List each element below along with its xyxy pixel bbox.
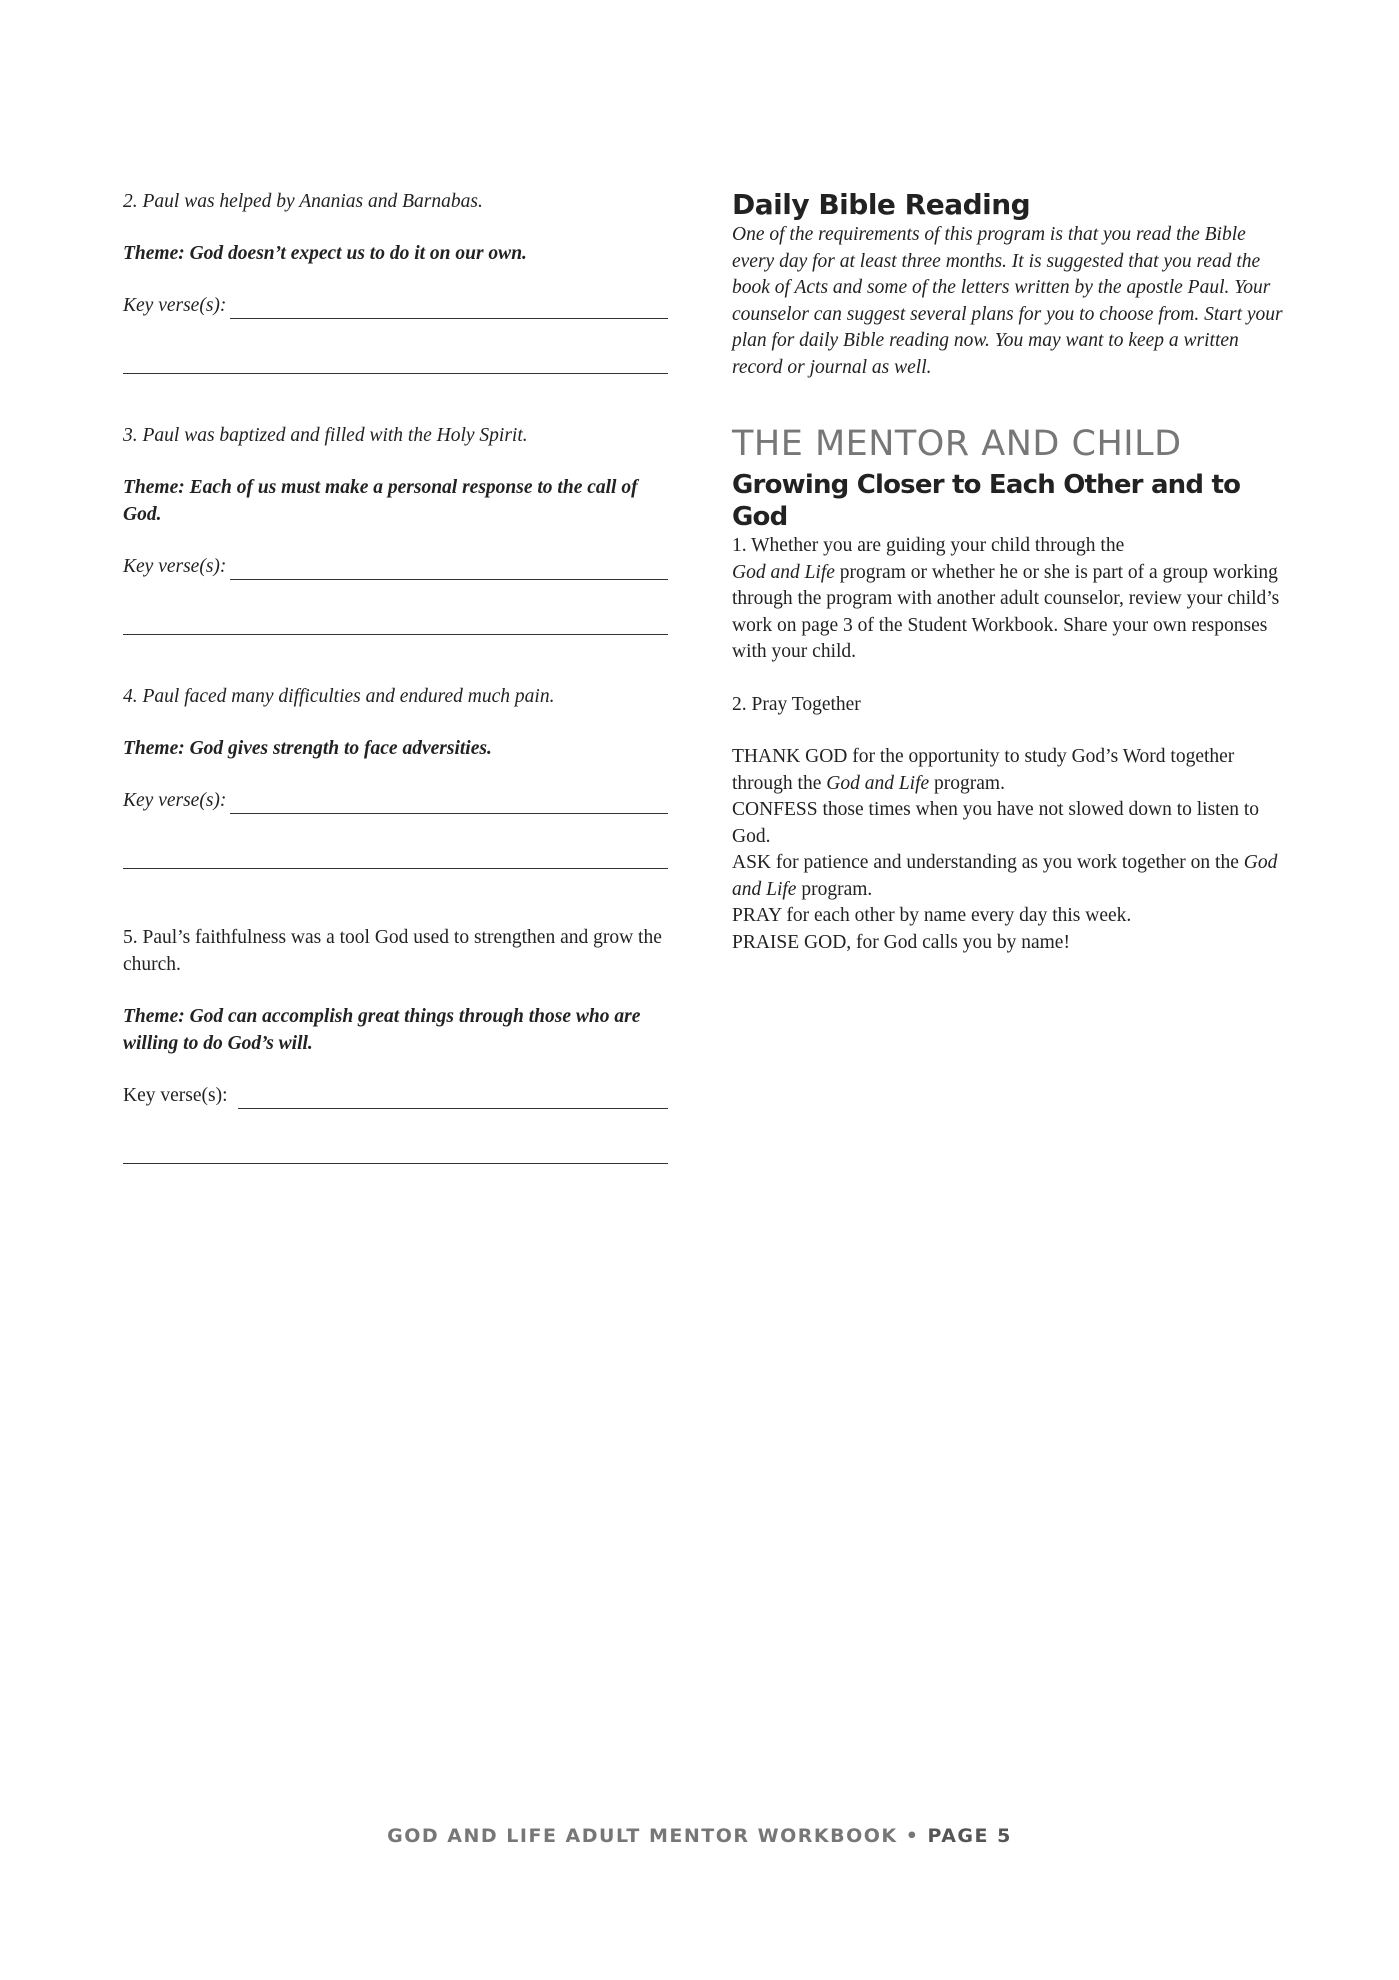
key-verse-label: Key verse(s):	[123, 1085, 228, 1106]
program-name: God and Life	[732, 852, 1278, 900]
key-verse-line[interactable]	[230, 793, 668, 814]
footer-bullet: •	[905, 1825, 920, 1847]
question-theme: Theme: Each of us must make a personal response to the call of God.	[123, 477, 638, 525]
right-column	[732, 188, 1292, 956]
ask-line	[732, 850, 1292, 903]
question-theme: Theme: God can accomplish great things through those who are willing to do God’s will.	[123, 1006, 641, 1054]
question-statement: 5. Paul’s faithfulness was a tool God used to strengthen and grow the church.	[123, 927, 662, 975]
answer-line[interactable]	[123, 838, 668, 869]
instruction-text: 1. Whether you are guiding your child through the	[732, 535, 1125, 556]
page-number: PAGE 5	[927, 1825, 1012, 1847]
question-2	[123, 188, 668, 374]
key-verse-row	[123, 553, 668, 580]
instruction-paragraph	[732, 533, 1292, 666]
daily-bible-reading-heading: Daily Bible Reading	[732, 188, 1031, 221]
pray-line: PRAY for each other by name every day this week.	[732, 905, 1132, 926]
question-3	[123, 422, 668, 635]
key-verse-line[interactable]	[238, 1088, 669, 1109]
praise-line: PRAISE GOD, for God calls you by name!	[732, 931, 1070, 953]
key-verse-line[interactable]	[230, 298, 668, 319]
key-verse-label: Key verse(s):	[123, 295, 227, 316]
thank-line	[732, 744, 1292, 797]
thank-text: THANK GOD for the opportunity to study God’s Word together through the	[732, 746, 1235, 794]
key-verse-label: Key verse(s):	[123, 556, 227, 577]
key-verse-row	[123, 1082, 668, 1109]
key-verse-row	[123, 292, 668, 319]
confess-line: CONFESS those times when you have not slowed down to listen to God.	[732, 799, 1260, 847]
mentor-child-body	[732, 533, 1292, 956]
pray-together-title: 2. Pray Together	[732, 693, 861, 715]
footer-title: GOD AND LIFE ADULT MENTOR WORKBOOK	[387, 1825, 898, 1847]
page-footer	[0, 1825, 1399, 1847]
question-5	[123, 924, 668, 1164]
question-theme: Theme: God doesn’t expect us to do it on our own.	[123, 243, 527, 264]
section-title: THE MENTOR AND CHILD	[732, 424, 1182, 464]
program-name: God and Life	[732, 561, 835, 583]
section-subheading: Growing Closer to Each Other and to God	[732, 470, 1241, 532]
answer-line[interactable]	[123, 604, 668, 635]
answer-line[interactable]	[123, 1133, 668, 1164]
thank-text-end: program.	[929, 772, 1005, 794]
instruction-text-cont: program or whether he or she is part of a group working through the program with another adult counselor, review your child’s work on page 3 of the Student Workbook. Share your own responses with your child.	[732, 561, 1280, 662]
answer-line[interactable]	[123, 343, 668, 374]
question-theme: Theme: God gives strength to face adversities.	[123, 738, 492, 759]
question-statement: 3. Paul was baptized and filled with the Holy Spirit.	[123, 425, 528, 446]
question-statement: 2. Paul was helped by Ananias and Barnabas.	[123, 191, 483, 212]
key-verse-line[interactable]	[230, 559, 668, 580]
question-4	[123, 683, 668, 869]
program-name: God and Life	[826, 772, 930, 794]
key-verse-label: Key verse(s):	[123, 790, 227, 811]
daily-bible-reading-text: One of the requirements of this program is that you read the Bible every day for at least three months. It is suggested that you read the book of Acts and some of the letters written by the apostle Paul. Your counselor can suggest several plans for you to choose from. Start your plan for daily Bible reading now. You may want to keep a written record or journal as well.	[732, 224, 1283, 378]
ask-text: ASK for patience and understanding as you work together on the	[732, 852, 1244, 873]
question-statement: 4. Paul faced many difficulties and endured much pain.	[123, 686, 555, 707]
key-verse-row	[123, 787, 668, 814]
ask-text-end: program.	[796, 878, 873, 900]
left-column	[123, 188, 668, 1164]
